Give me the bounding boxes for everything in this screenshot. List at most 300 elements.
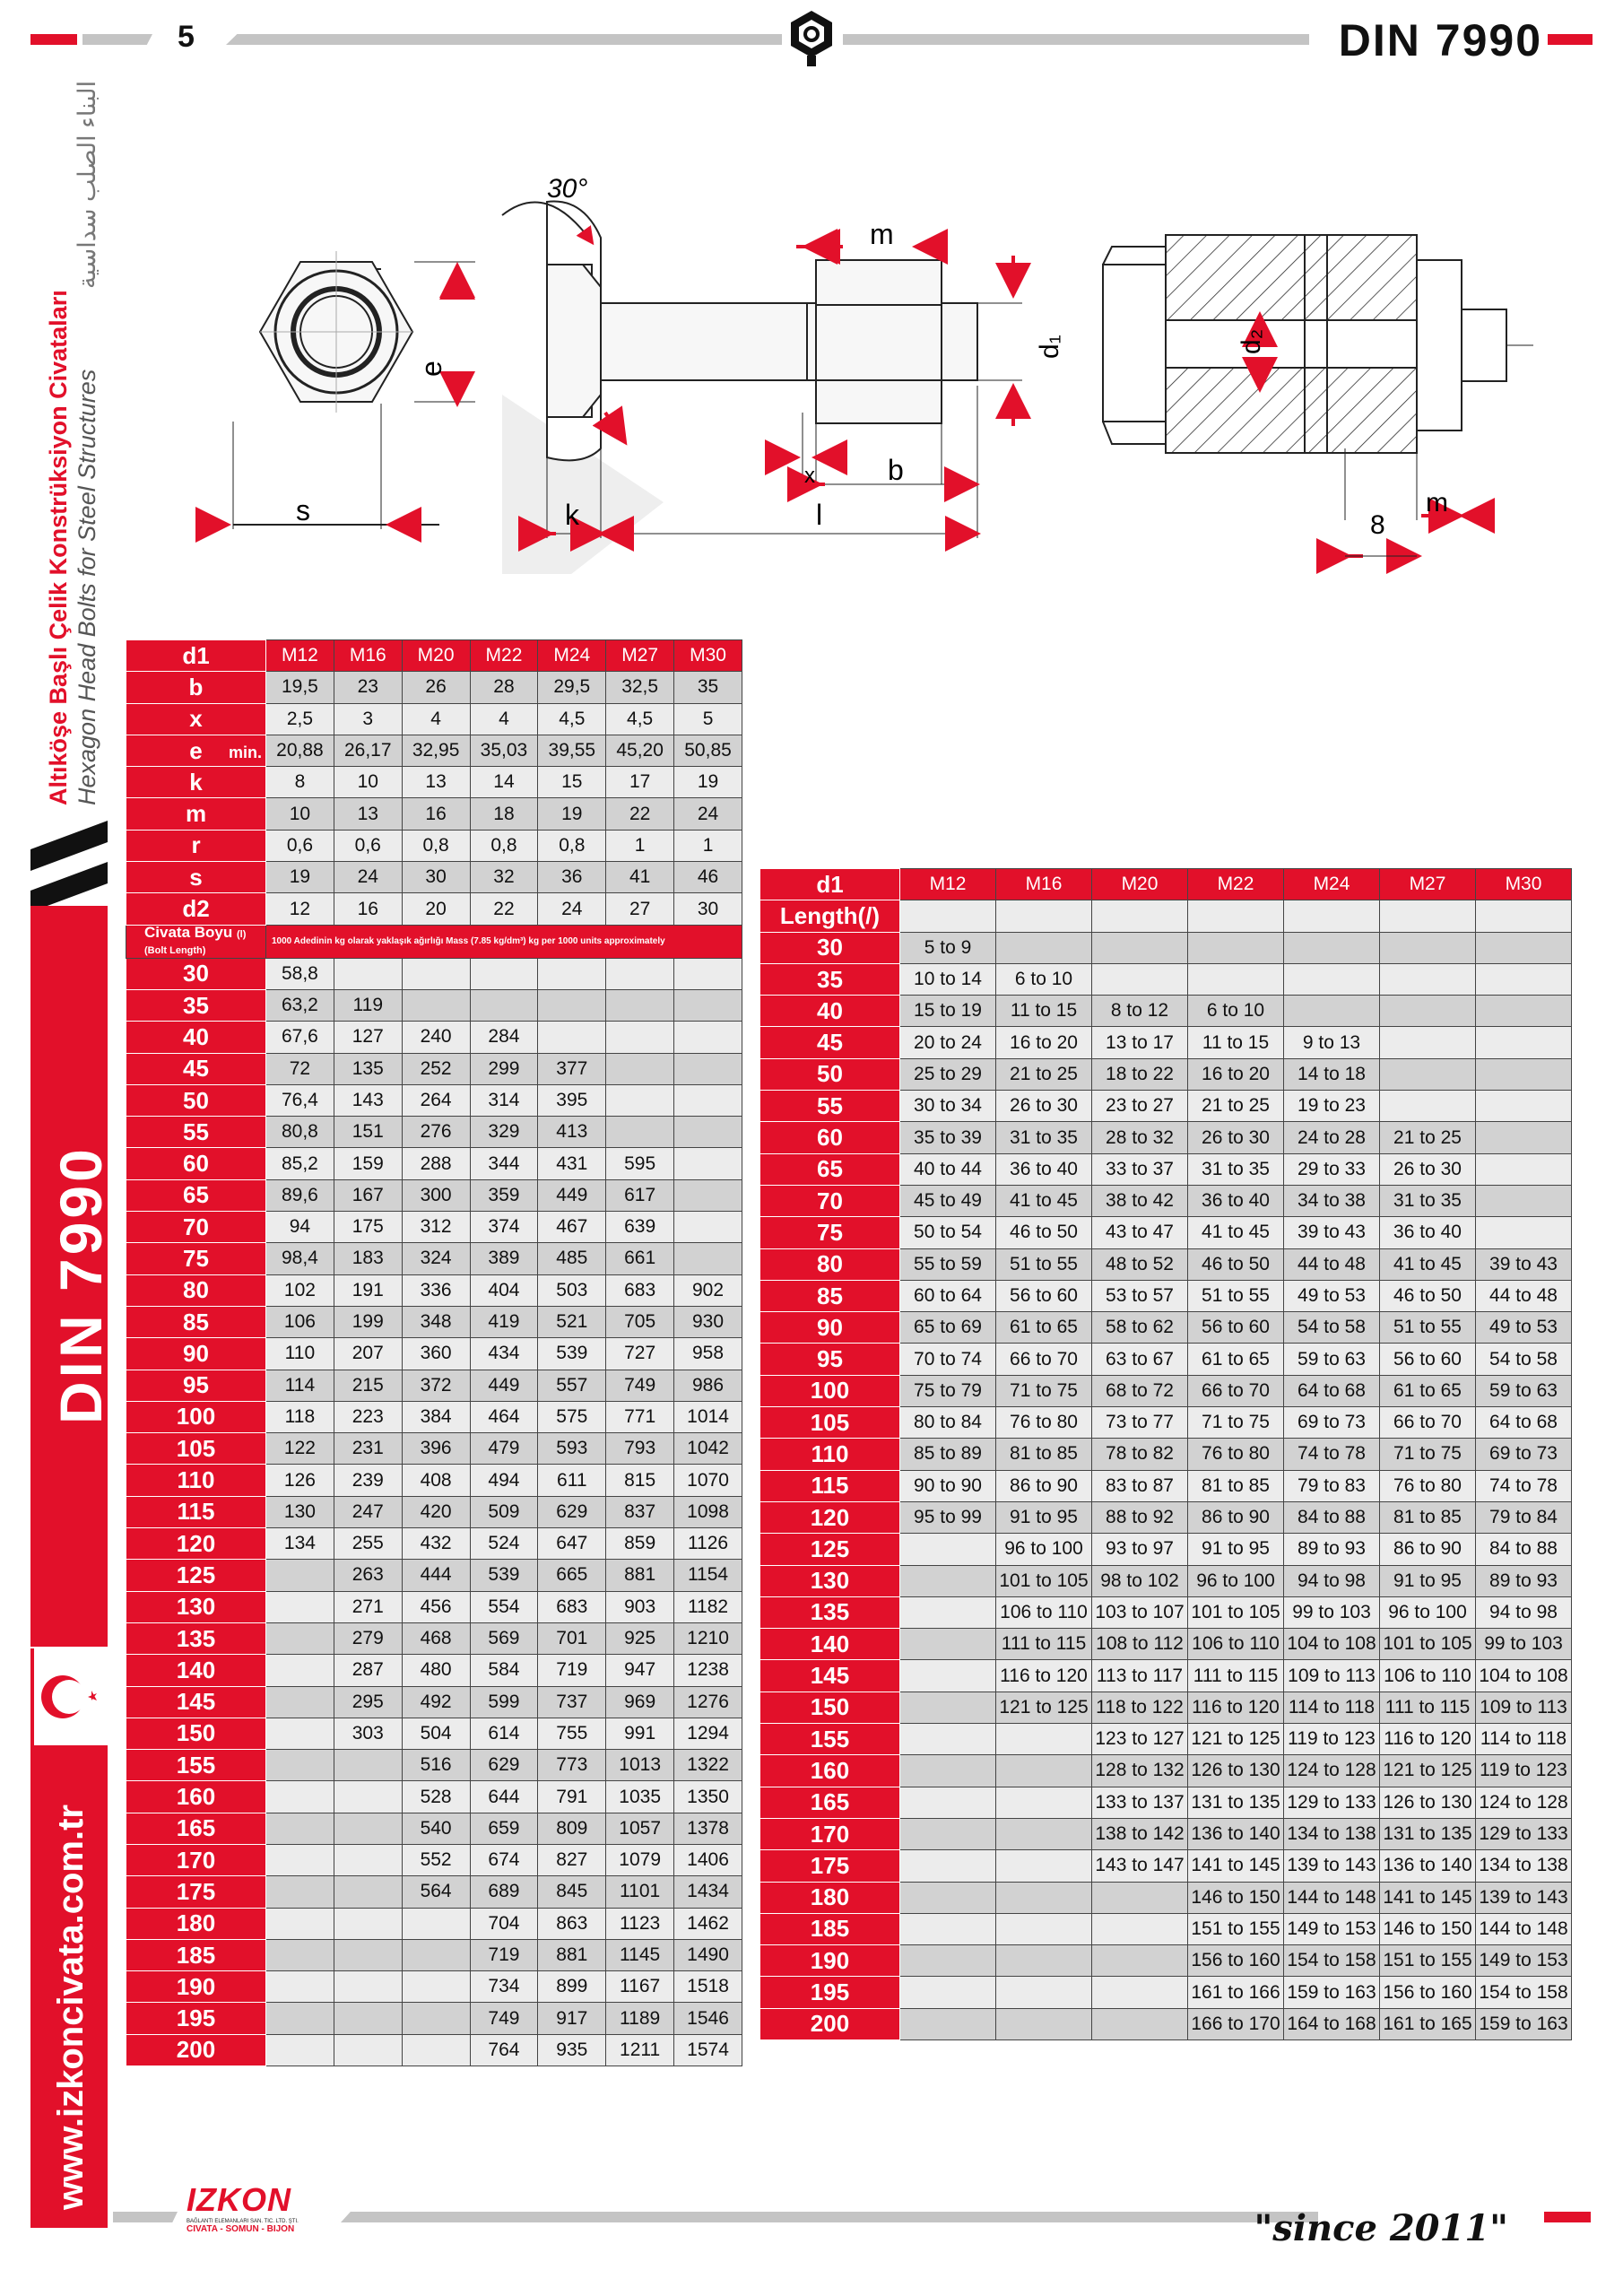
table-cell: 161 to 166 — [1188, 1977, 1284, 2008]
length-cell: 120 — [126, 1528, 266, 1560]
length-cell: 50 — [126, 1084, 266, 1116]
table-cell: 91 to 95 — [996, 1501, 1092, 1533]
table-cell: 151 — [334, 1117, 402, 1148]
table-cell: 404 — [470, 1274, 538, 1306]
table-cell — [900, 1913, 996, 1944]
brand-small: BAĞLANTI ELEMANLARI SAN. TIC. LTD. ŞTI. — [187, 2219, 299, 2224]
table-cell: 141 to 145 — [1380, 1882, 1476, 1913]
table-cell — [674, 1084, 742, 1116]
table-cell — [674, 1148, 742, 1179]
length-cell: 70 — [126, 1212, 266, 1243]
length-cell: 75 — [760, 1217, 900, 1248]
table-cell: 516 — [402, 1750, 470, 1781]
table-cell — [1380, 1091, 1476, 1122]
table-cell: 372 — [402, 1370, 470, 1401]
table-cell — [996, 1945, 1092, 1977]
table-cell: 19 — [538, 798, 606, 830]
grip-table-header — [760, 869, 1572, 900]
table-cell: 299 — [470, 1053, 538, 1084]
table-cell: 46 to 50 — [996, 1217, 1092, 1248]
table-cell: 156 to 160 — [1188, 1945, 1284, 1977]
dim-label-m: m — [870, 218, 894, 250]
table-cell: 138 to 142 — [1092, 1818, 1188, 1849]
table-cell: 1406 — [674, 1844, 742, 1875]
table-cell: 144 to 148 — [1476, 1913, 1572, 1944]
table-cell: 54 to 58 — [1284, 1312, 1380, 1344]
table-cell — [334, 1876, 402, 1908]
table-cell: 183 — [334, 1243, 402, 1274]
table-cell: 64 to 68 — [1476, 1407, 1572, 1439]
table-cell: 881 — [538, 1939, 606, 1970]
length-cell: 55 — [126, 1117, 266, 1148]
brand-logo — [187, 2181, 321, 2234]
since-tagline: "since 2011" — [1254, 2207, 1508, 2249]
table-cell: 109 to 113 — [1476, 1692, 1572, 1723]
length-cell: 195 — [126, 2003, 266, 2034]
length-cell: 190 — [126, 1971, 266, 2003]
table-cell: 1350 — [674, 1781, 742, 1813]
table-cell: 72 — [266, 1053, 334, 1084]
grip-row — [760, 1565, 1572, 1596]
table-cell: 141 to 145 — [1188, 1850, 1284, 1882]
table-cell: 85,2 — [266, 1148, 334, 1179]
table-cell: 19 to 23 — [1284, 1091, 1380, 1122]
table-cell: 67,6 — [266, 1022, 334, 1053]
table-cell: 21 to 25 — [1380, 1122, 1476, 1153]
grip-row — [760, 932, 1572, 963]
table-cell: 114 — [266, 1370, 334, 1401]
grip-row — [760, 1027, 1572, 1058]
table-cell: 131 to 135 — [1188, 1787, 1284, 1818]
table-cell: 26 to 30 — [996, 1091, 1092, 1122]
table-cell — [1476, 1027, 1572, 1058]
table-cell: 78 to 82 — [1092, 1439, 1188, 1470]
table-cell — [674, 1117, 742, 1148]
length-cell: 165 — [126, 1813, 266, 1844]
table-cell: 50,85 — [674, 735, 742, 766]
table-cell — [900, 1596, 996, 1628]
table-cell: 26,17 — [334, 735, 402, 766]
table-cell: 13 to 17 — [1092, 1027, 1188, 1058]
dim-label-s: s — [296, 494, 310, 526]
weight-row — [126, 1813, 742, 1844]
table-cell: 104 to 108 — [1284, 1629, 1380, 1660]
table-cell — [1284, 932, 1380, 963]
table-cell: 389 — [470, 1243, 538, 1274]
table-cell: 279 — [334, 1622, 402, 1654]
table-cell: 61 to 65 — [996, 1312, 1092, 1344]
table-cell: 1 — [606, 830, 674, 861]
table-cell: 29,5 — [538, 672, 606, 703]
length-cell: 60 — [760, 1122, 900, 1153]
length-cell: 150 — [760, 1692, 900, 1723]
table-cell — [1188, 932, 1284, 963]
table-cell: 129 to 133 — [1476, 1818, 1572, 1849]
table-cell: 1014 — [674, 1401, 742, 1432]
table-cell: 43 to 47 — [1092, 1217, 1188, 1248]
footer-red-bar-right — [1544, 2212, 1591, 2222]
table-cell: 539 — [470, 1560, 538, 1591]
table-cell: 89,6 — [266, 1179, 334, 1211]
table-cell: 29 to 33 — [1284, 1153, 1380, 1185]
table-cell: 20,88 — [266, 735, 334, 766]
col-header-m24: M24 — [538, 640, 606, 672]
table-cell: 28 to 32 — [1092, 1122, 1188, 1153]
grip-length-row — [760, 900, 1572, 932]
table-cell: 324 — [402, 1243, 470, 1274]
table-cell: 24 — [334, 862, 402, 893]
table-cell: 395 — [538, 1084, 606, 1116]
table-cell: 96 to 100 — [1380, 1596, 1476, 1628]
table-cell: 528 — [402, 1781, 470, 1813]
length-cell: 110 — [126, 1465, 266, 1496]
table-cell: 10 — [334, 767, 402, 798]
weight-row — [126, 1212, 742, 1243]
table-cell — [606, 1084, 674, 1116]
table-cell — [266, 1844, 334, 1875]
table-cell: 701 — [538, 1622, 606, 1654]
weight-row — [126, 1465, 742, 1496]
table-cell: 1182 — [674, 1591, 742, 1622]
length-cell: 170 — [126, 1844, 266, 1875]
table-cell — [606, 958, 674, 989]
length-cell: 125 — [760, 1534, 900, 1565]
table-cell: 771 — [606, 1401, 674, 1432]
table-cell: 131 to 135 — [1380, 1818, 1476, 1849]
length-cell: 30 — [760, 932, 900, 963]
table-cell: 432 — [402, 1528, 470, 1560]
table-cell: 557 — [538, 1370, 606, 1401]
table-cell — [996, 1913, 1092, 1944]
table-cell: 521 — [538, 1306, 606, 1337]
table-cell: 329 — [470, 1117, 538, 1148]
table-cell — [674, 958, 742, 989]
table-cell: 143 to 147 — [1092, 1850, 1188, 1882]
table-cell: 124 to 128 — [1476, 1787, 1572, 1818]
table-cell: 19 — [266, 862, 334, 893]
table-cell: 81 to 85 — [1188, 1470, 1284, 1501]
grip-row — [760, 1787, 1572, 1818]
table-cell: 121 to 125 — [1380, 1755, 1476, 1787]
table-cell: 54 to 58 — [1476, 1344, 1572, 1375]
table-cell: 492 — [402, 1686, 470, 1718]
table-cell: 66 to 70 — [1380, 1407, 1476, 1439]
sidebar-title-ar: البناء الصلب سداسية — [74, 80, 100, 289]
table-cell: 276 — [402, 1117, 470, 1148]
table-cell — [1092, 932, 1188, 963]
table-cell: 312 — [402, 1212, 470, 1243]
dim-row-r — [126, 830, 742, 861]
table-cell: 127 — [334, 1022, 402, 1053]
grip-col-header-m16: M16 — [996, 869, 1092, 900]
table-cell — [334, 1781, 402, 1813]
table-cell: 116 to 120 — [1188, 1692, 1284, 1723]
table-cell: 917 — [538, 2003, 606, 2034]
table-cell: 524 — [470, 1528, 538, 1560]
weight-row — [126, 1750, 742, 1781]
sidebar-website[interactable]: www.izkoncivata.com.tr — [51, 1805, 91, 2210]
length-cell: 140 — [126, 1655, 266, 1686]
table-cell: 689 — [470, 1876, 538, 1908]
table-cell: 1210 — [674, 1622, 742, 1654]
table-cell: 8 — [266, 767, 334, 798]
table-cell: 456 — [402, 1591, 470, 1622]
table-cell: 36 to 40 — [1188, 1185, 1284, 1216]
grip-row — [760, 1185, 1572, 1216]
table-cell — [900, 1692, 996, 1723]
bolt-nut-logo-icon — [785, 7, 838, 70]
length-cell: 60 — [126, 1148, 266, 1179]
hex-head-front-view — [233, 251, 475, 529]
table-cell: 98 to 102 — [1092, 1565, 1188, 1596]
table-cell: 38 to 42 — [1092, 1185, 1188, 1216]
table-cell: 300 — [402, 1179, 470, 1211]
length-cell: 170 — [760, 1818, 900, 1849]
grip-row — [760, 1945, 1572, 1977]
table-cell: 271 — [334, 1591, 402, 1622]
table-cell — [334, 1939, 402, 1970]
table-cell: 764 — [470, 2034, 538, 2066]
table-cell: 45,20 — [606, 735, 674, 766]
table-cell: 0,8 — [538, 830, 606, 861]
table-cell: 5 — [674, 703, 742, 735]
length-cell: 190 — [760, 1945, 900, 1977]
row-label: e min. — [126, 735, 266, 766]
table-cell: 175 — [334, 1212, 402, 1243]
table-cell: 0,6 — [266, 830, 334, 861]
table-cell: 63 to 67 — [1092, 1344, 1188, 1375]
grip-row — [760, 1596, 1572, 1628]
length-cell: 155 — [126, 1750, 266, 1781]
table-cell: 881 — [606, 1560, 674, 1591]
length-cell: 50 — [760, 1058, 900, 1090]
table-cell — [606, 1022, 674, 1053]
table-cell: 109 to 113 — [1284, 1660, 1380, 1692]
table-cell: 51 to 55 — [996, 1248, 1092, 1280]
table-cell: 863 — [538, 1908, 606, 1939]
table-cell: 76 to 80 — [1380, 1470, 1476, 1501]
dim-label-m-assembly: m — [1426, 488, 1448, 517]
table-cell: 56 to 60 — [996, 1280, 1092, 1311]
table-cell: 252 — [402, 1053, 470, 1084]
table-cell: 126 — [266, 1465, 334, 1496]
header-gray-bar-left — [82, 34, 152, 45]
table-cell: 4,5 — [538, 703, 606, 735]
table-cell: 647 — [538, 1528, 606, 1560]
row-label: k — [126, 767, 266, 798]
table-cell — [1092, 1977, 1188, 2008]
dim-label-b: b — [888, 454, 904, 486]
table-cell: 1462 — [674, 1908, 742, 1939]
length-cell: 100 — [126, 1401, 266, 1432]
table-cell: 9 to 13 — [1284, 1027, 1380, 1058]
table-cell: 1211 — [606, 2034, 674, 2066]
table-cell: 569 — [470, 1622, 538, 1654]
table-cell: 44 to 48 — [1284, 1248, 1380, 1280]
table-cell — [334, 1908, 402, 1939]
table-cell: 384 — [402, 1401, 470, 1432]
weight-row — [126, 1939, 742, 1970]
table-cell: 4,5 — [606, 703, 674, 735]
row-label: s — [126, 862, 266, 893]
length-cell: 45 — [126, 1053, 266, 1084]
grip-row — [760, 1248, 1572, 1280]
table-cell: 21 to 25 — [1188, 1091, 1284, 1122]
grip-row — [760, 2008, 1572, 2039]
table-cell — [674, 1053, 742, 1084]
table-cell: 27 — [606, 893, 674, 925]
length-cell: 110 — [760, 1439, 900, 1470]
table-cell: 111 to 115 — [1188, 1660, 1284, 1692]
length-cell: 155 — [760, 1724, 900, 1755]
length-cell: 65 — [760, 1153, 900, 1185]
table-cell: 151 to 155 — [1380, 1945, 1476, 1977]
dim-row-m — [126, 798, 742, 830]
length-cell: 30 — [126, 958, 266, 989]
sidebar-stripes — [30, 821, 108, 919]
table-cell: 255 — [334, 1528, 402, 1560]
table-cell: 336 — [402, 1274, 470, 1306]
table-cell: 207 — [334, 1338, 402, 1370]
table-cell — [996, 1755, 1092, 1787]
table-cell: 396 — [402, 1433, 470, 1465]
table-cell: 94 to 98 — [1284, 1565, 1380, 1596]
table-cell — [996, 1724, 1092, 1755]
length-cell: 130 — [760, 1565, 900, 1596]
table-cell — [1284, 996, 1380, 1027]
table-cell: 69 to 73 — [1284, 1407, 1380, 1439]
table-cell: 22 — [470, 893, 538, 925]
table-cell: 223 — [334, 1401, 402, 1432]
row-label: m — [126, 798, 266, 830]
table-cell: 126 to 130 — [1380, 1787, 1476, 1818]
length-cell: 135 — [760, 1596, 900, 1628]
table-cell: 65 to 69 — [900, 1312, 996, 1344]
table-cell: 95 to 99 — [900, 1501, 996, 1533]
grip-row — [760, 1818, 1572, 1849]
table-cell: 15 to 19 — [900, 996, 996, 1027]
table-cell: 128 to 132 — [1092, 1755, 1188, 1787]
table-cell: 46 — [674, 862, 742, 893]
table-cell: 91 to 95 — [1380, 1565, 1476, 1596]
table-cell — [900, 2008, 996, 2039]
table-cell: 23 to 27 — [1092, 1091, 1188, 1122]
table-cell: 344 — [470, 1148, 538, 1179]
table-cell: 431 — [538, 1148, 606, 1179]
table-cell — [334, 958, 402, 989]
table-cell: 110 — [266, 1338, 334, 1370]
table-cell — [900, 1850, 996, 1882]
table-cell: 86 to 90 — [1380, 1534, 1476, 1565]
table-cell: 845 — [538, 1876, 606, 1908]
table-cell: 2,5 — [266, 703, 334, 735]
table-cell: 36 — [538, 862, 606, 893]
table-cell — [1476, 1185, 1572, 1216]
table-cell — [900, 1660, 996, 1692]
table-cell — [1476, 1091, 1572, 1122]
table-cell: 32 — [470, 862, 538, 893]
table-cell — [266, 1686, 334, 1718]
table-cell: 958 — [674, 1338, 742, 1370]
table-cell: 149 to 153 — [1476, 1945, 1572, 1977]
length-cell: 145 — [760, 1660, 900, 1692]
table-cell: 239 — [334, 1465, 402, 1496]
table-cell — [538, 958, 606, 989]
table-cell: 593 — [538, 1433, 606, 1465]
turkish-flag-icon — [36, 1659, 108, 1735]
table-cell: 71 to 75 — [1380, 1439, 1476, 1470]
table-cell — [402, 2034, 470, 2066]
table-cell: 59 to 63 — [1284, 1344, 1380, 1375]
table-cell: 4 — [402, 703, 470, 735]
col-header-m16: M16 — [334, 640, 402, 672]
table-cell — [900, 1534, 996, 1565]
table-cell: 247 — [334, 1496, 402, 1527]
table-cell — [402, 989, 470, 1021]
table-cell: 791 — [538, 1781, 606, 1813]
table-cell: 377 — [538, 1053, 606, 1084]
table-cell: 1013 — [606, 1750, 674, 1781]
table-cell: 35,03 — [470, 735, 538, 766]
weight-row — [126, 989, 742, 1021]
table-cell — [266, 2003, 334, 2034]
table-cell — [538, 1022, 606, 1053]
table-cell — [402, 1971, 470, 2003]
length-cell: 125 — [126, 1560, 266, 1591]
table-cell: 434 — [470, 1338, 538, 1370]
table-cell — [900, 1724, 996, 1755]
table-cell: 1057 — [606, 1813, 674, 1844]
table-cell: 24 — [674, 798, 742, 830]
table-cell: 827 — [538, 1844, 606, 1875]
length-cell: 175 — [760, 1850, 900, 1882]
table-cell: 53 to 57 — [1092, 1280, 1188, 1311]
weight-row — [126, 1591, 742, 1622]
table-cell: 17 — [606, 767, 674, 798]
table-cell: 114 to 118 — [1284, 1692, 1380, 1723]
grip-row — [760, 1312, 1572, 1344]
table-cell: 41 to 45 — [996, 1185, 1092, 1216]
table-cell — [334, 2003, 402, 2034]
table-cell — [900, 1787, 996, 1818]
table-cell — [996, 2008, 1092, 2039]
table-cell: 683 — [606, 1274, 674, 1306]
table-cell: 1154 — [674, 1560, 742, 1591]
dim-label-l: l — [816, 499, 823, 531]
col-header-m30: M30 — [674, 640, 742, 672]
length-cell: 40 — [760, 996, 900, 1027]
length-cell: 65 — [126, 1179, 266, 1211]
table-cell: 408 — [402, 1465, 470, 1496]
table-cell: 5 to 9 — [900, 932, 996, 963]
table-cell: 413 — [538, 1117, 606, 1148]
dim-label-k: k — [565, 499, 579, 531]
table-cell: 106 to 110 — [996, 1596, 1092, 1628]
table-cell: 34 to 38 — [1284, 1185, 1380, 1216]
table-cell: 64 to 68 — [1284, 1375, 1380, 1406]
table-cell — [900, 1977, 996, 2008]
table-cell: 644 — [470, 1781, 538, 1813]
table-cell — [1284, 963, 1380, 995]
table-cell: 139 to 143 — [1284, 1850, 1380, 1882]
table-cell: 617 — [606, 1179, 674, 1211]
table-cell: 749 — [606, 1370, 674, 1401]
table-cell: 104 to 108 — [1476, 1660, 1572, 1692]
table-cell: 24 to 28 — [1284, 1122, 1380, 1153]
table-cell: 58 to 62 — [1092, 1312, 1188, 1344]
length-cell: 160 — [760, 1755, 900, 1787]
table-cell: 539 — [538, 1338, 606, 1370]
